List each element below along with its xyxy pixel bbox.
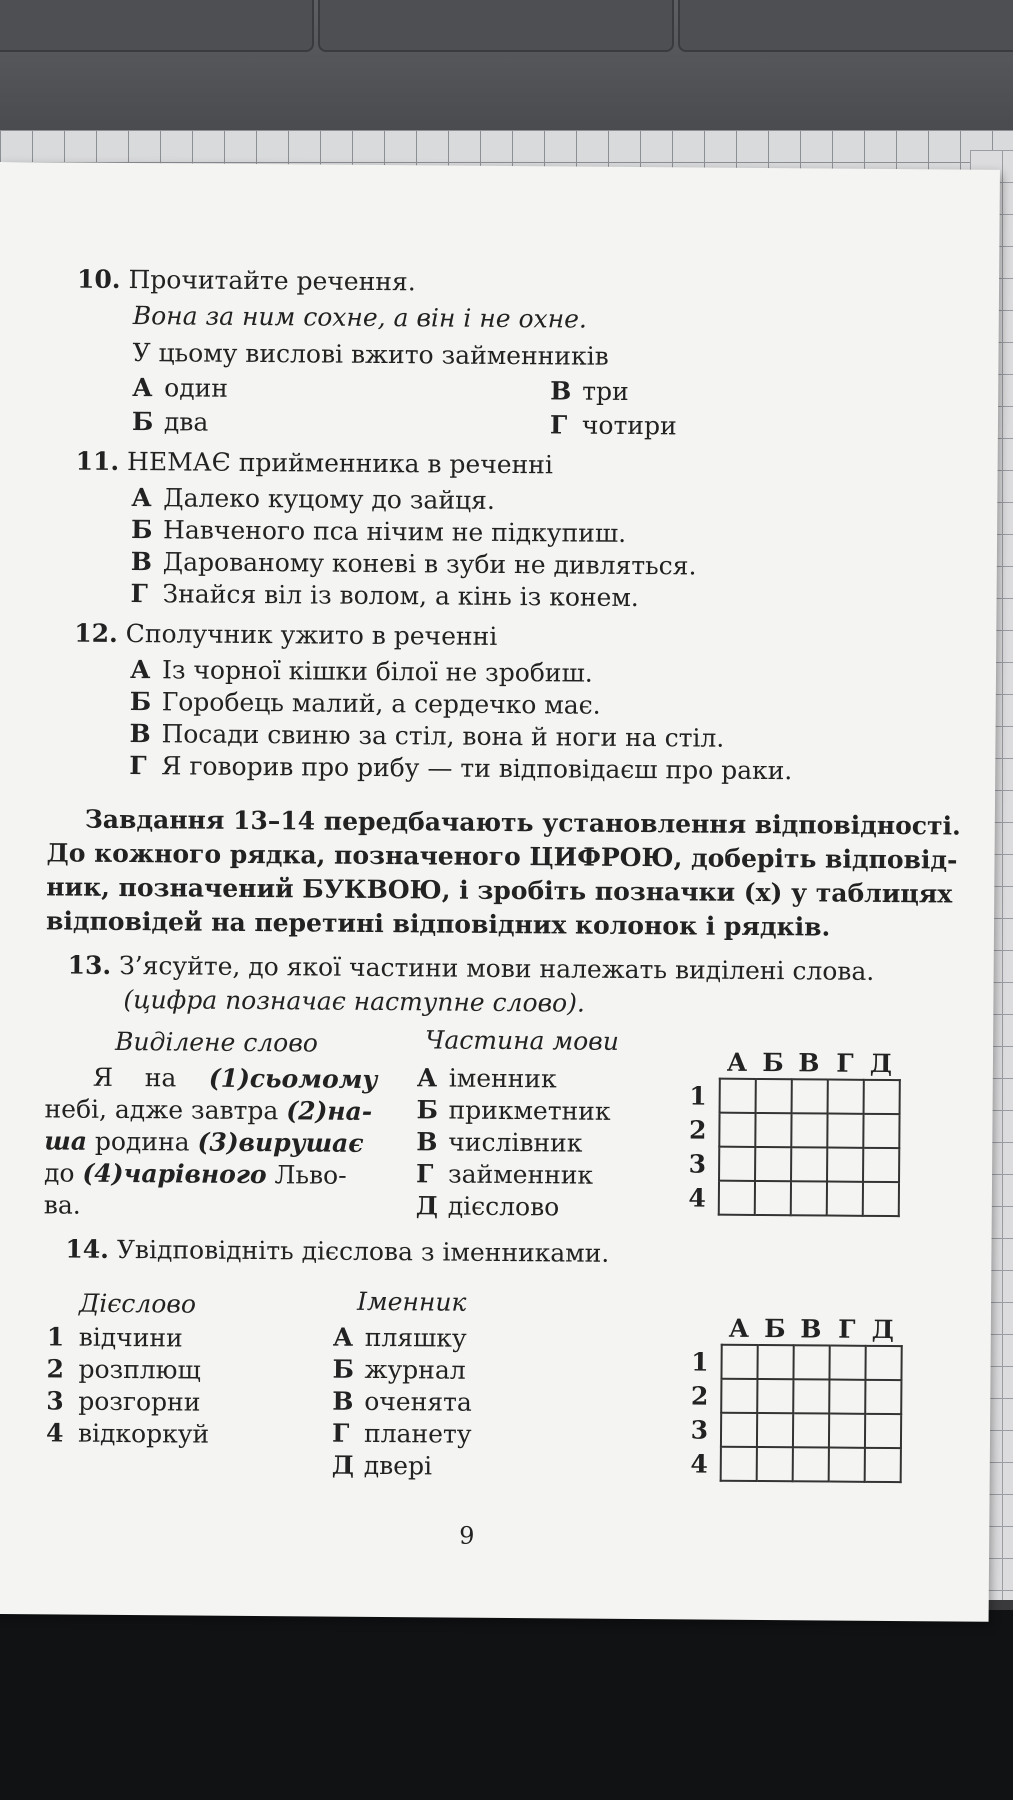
answer-cell[interactable]: [721, 1413, 757, 1447]
page-number: 9: [459, 1521, 475, 1550]
answer-cell[interactable]: [863, 1148, 899, 1182]
question-stem: У цьому висловi вжито займенників: [132, 338, 609, 371]
option-g[interactable]: Г займенник: [415, 1159, 594, 1190]
answer-cell[interactable]: [829, 1448, 865, 1482]
laptop-key: [0, 0, 314, 52]
option-g[interactable]: Г планету: [331, 1418, 472, 1449]
instruction-line: ник, позначений БУКВОЮ, і зробіть позначки (х) у таблицях: [46, 872, 953, 909]
question-number: 13.: [67, 950, 112, 980]
answer-grid-row-labels: 1 2 3 4: [688, 1081, 707, 1213]
passage-line: ша родина (3)вирушає: [44, 1126, 364, 1158]
question-14: [65, 1235, 609, 1269]
answer-cell[interactable]: [720, 1079, 756, 1113]
laptop-body: [0, 0, 1013, 150]
answer-grid-row-labels: 1 2 3 4: [690, 1347, 709, 1479]
question-prompt: НЕМАЄ прийменника в реченні: [126, 447, 554, 480]
answer-cell[interactable]: [863, 1182, 899, 1216]
question-number: 10.: [76, 264, 121, 294]
verb-item: 1 відчини: [46, 1322, 183, 1353]
question-number: 12.: [74, 618, 118, 648]
answer-cell[interactable]: [828, 1080, 864, 1114]
column-header-word: Виділене слово: [114, 1026, 319, 1058]
answer-cell[interactable]: [793, 1345, 829, 1379]
answer-cell[interactable]: [829, 1346, 865, 1380]
answer-cell[interactable]: [757, 1345, 793, 1379]
option-v[interactable]: В Посади свиню за стіл, вона й ноги на стіл.: [129, 719, 725, 753]
option-d[interactable]: Д дієслово: [415, 1191, 560, 1222]
answer-cell[interactable]: [721, 1447, 757, 1481]
answer-cell[interactable]: [793, 1447, 829, 1481]
option-b[interactable]: Б Горобець малий, а сердечко має.: [129, 687, 601, 720]
option-v[interactable]: В три: [550, 376, 629, 406]
option-g[interactable]: Г Я говорив про рибу — ти відповідаєш про раки.: [129, 751, 793, 786]
option-b[interactable]: Б Навченого пса нічим не підкупиш.: [131, 515, 627, 548]
answer-cell[interactable]: [865, 1346, 901, 1380]
workbook-page: [0, 162, 1000, 1622]
answer-cell[interactable]: [829, 1414, 865, 1448]
column-header-part-of-speech: Частина мови: [425, 1025, 620, 1056]
option-g[interactable]: Г Знайся віл із волом, а кінь із конем.: [130, 579, 639, 613]
answer-cell[interactable]: [829, 1380, 865, 1414]
answer-grid-header: А Б В Г Д: [728, 1313, 895, 1345]
question-13: [68, 951, 875, 987]
answer-cell[interactable]: [757, 1413, 793, 1447]
answer-cell[interactable]: [721, 1379, 757, 1413]
question-note: (цифра позначає наступне слово).: [123, 984, 585, 1018]
answer-cell[interactable]: [719, 1113, 755, 1147]
option-a[interactable]: А іменник: [416, 1063, 557, 1094]
answer-cell[interactable]: [721, 1345, 757, 1379]
question-prompt: Прочитайте речення.: [128, 265, 416, 297]
option-a[interactable]: А Далеко куцому до зайця.: [131, 483, 495, 515]
verb-item: 3 розгорни: [46, 1386, 201, 1417]
option-a[interactable]: А один: [132, 373, 229, 403]
passage-line: небі, адже завтра (2)на-: [44, 1094, 373, 1126]
option-v[interactable]: В Дарованому коневі в зуби не дивляться.: [130, 547, 697, 581]
column-header-noun: Іменник: [356, 1286, 467, 1317]
option-v[interactable]: В числівник: [416, 1127, 583, 1158]
verb-item: 4 відкоркуй: [45, 1418, 210, 1449]
passage-line: до (4)чарівного Льво-: [43, 1158, 347, 1190]
laptop-trackpad: [318, 0, 674, 52]
question-11: [76, 447, 554, 481]
answer-cell[interactable]: [865, 1380, 901, 1414]
answer-cell[interactable]: [827, 1182, 863, 1216]
answer-cell[interactable]: [792, 1079, 828, 1113]
answer-cell[interactable]: [863, 1114, 899, 1148]
laptop-key: [678, 0, 1013, 52]
answer-cell[interactable]: [865, 1448, 901, 1482]
question-10: [77, 265, 416, 298]
instruction-line: відповідей на перетині відповідних колонок і рядків.: [45, 906, 831, 942]
answer-cell[interactable]: [719, 1147, 755, 1181]
answer-cell[interactable]: [757, 1379, 793, 1413]
question-prompt: З’ясуйте, до якої частини мови належать виділені слова.: [119, 950, 875, 986]
question-prompt: Сполучник ужито в реченні: [125, 619, 498, 651]
option-g[interactable]: Г чотири: [549, 410, 677, 441]
answer-grid-q14: [720, 1344, 903, 1483]
option-b[interactable]: Б журнал: [332, 1354, 466, 1385]
answer-cell[interactable]: [793, 1379, 829, 1413]
answer-cell[interactable]: [865, 1414, 901, 1448]
dark-surface: [0, 1610, 1013, 1800]
passage-line: Я на (1)сьомому: [92, 1062, 378, 1094]
answer-cell[interactable]: [791, 1181, 827, 1215]
option-b[interactable]: Б два: [131, 407, 209, 437]
question-12: [74, 619, 497, 652]
answer-cell[interactable]: [791, 1147, 827, 1181]
option-a[interactable]: А пляшку: [332, 1322, 467, 1353]
answer-cell[interactable]: [719, 1181, 755, 1215]
answer-grid-header: А Б В Г Д: [726, 1047, 893, 1079]
question-quote: Вона за ним сохне, а він і не охне.: [132, 301, 588, 334]
answer-grid-q13: [718, 1078, 901, 1217]
answer-cell[interactable]: [827, 1114, 863, 1148]
answer-cell[interactable]: [756, 1079, 792, 1113]
answer-cell[interactable]: [755, 1147, 791, 1181]
answer-cell[interactable]: [793, 1413, 829, 1447]
option-a[interactable]: А Із чорної кішки білої не зробиш.: [129, 655, 593, 688]
option-v[interactable]: В оченята: [332, 1386, 472, 1417]
option-d[interactable]: Д двері: [331, 1450, 433, 1481]
option-b[interactable]: Б прикметник: [416, 1095, 611, 1126]
passage-line: ва.: [43, 1190, 81, 1220]
instruction-line: Завдання 13–14 передбачають установлення відповідності.: [84, 804, 961, 841]
answer-cell[interactable]: [791, 1113, 827, 1147]
answer-cell[interactable]: [757, 1447, 793, 1481]
verb-item: 2 розплющ: [46, 1354, 201, 1385]
question-number: 11.: [75, 446, 120, 476]
answer-cell[interactable]: [864, 1080, 900, 1114]
answer-cell[interactable]: [755, 1181, 791, 1215]
column-header-verb: Дієслово: [78, 1288, 197, 1319]
answer-cell[interactable]: [827, 1148, 863, 1182]
question-number: 14.: [65, 1234, 110, 1264]
instruction-line: До кожного рядка, позначеного ЦИФРОЮ, доберіть відповід-: [46, 838, 958, 875]
question-prompt: Увідповідніть дієслова з іменниками.: [116, 1234, 610, 1268]
answer-cell[interactable]: [755, 1113, 791, 1147]
